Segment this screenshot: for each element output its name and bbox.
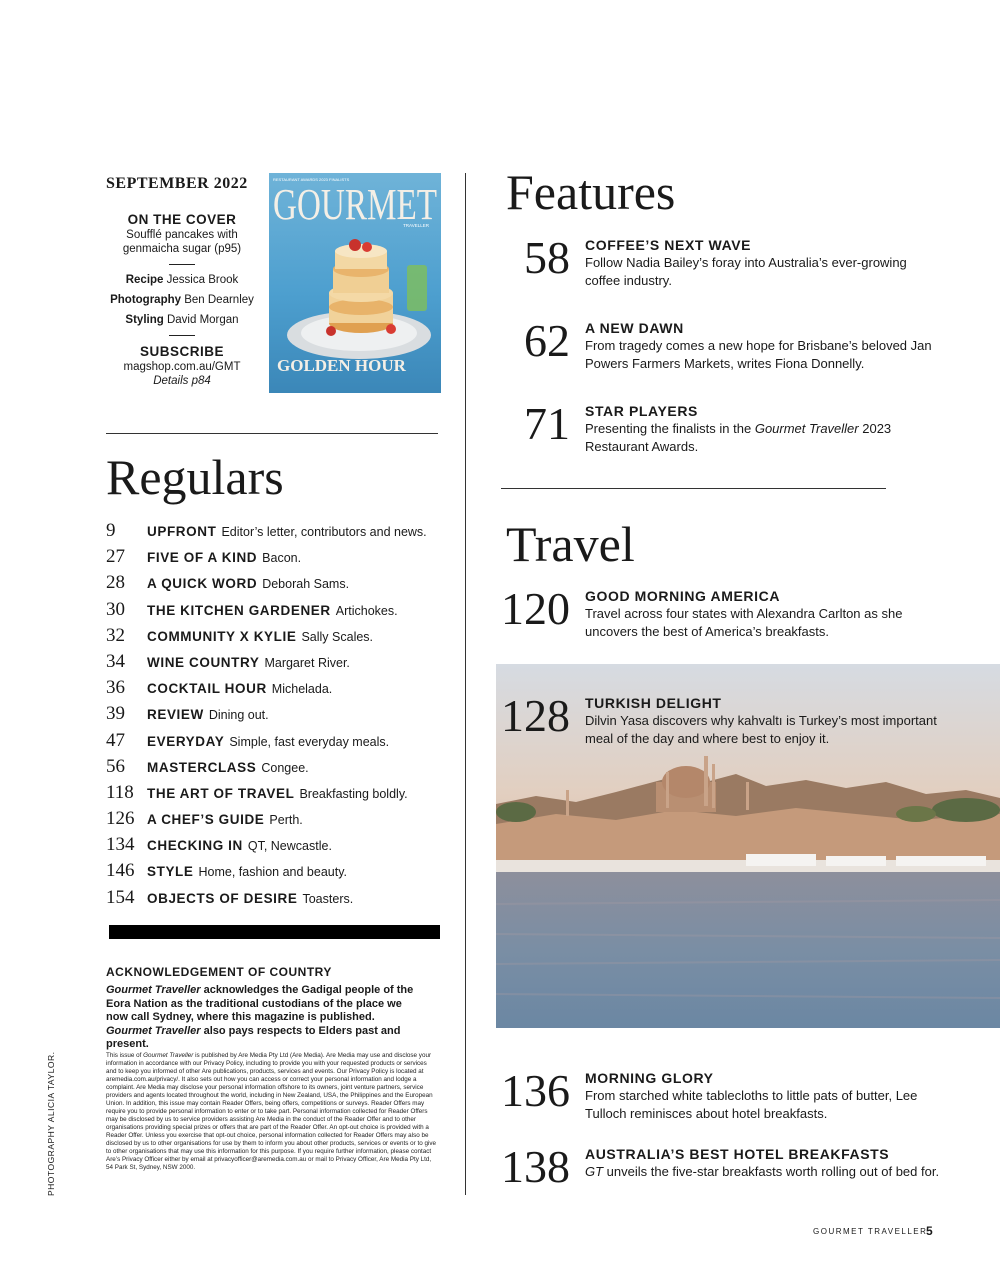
list-item[interactable] (106, 730, 446, 756)
page-number: 134 (106, 834, 135, 856)
page-number: 136 (501, 1065, 570, 1116)
travel-item[interactable] (501, 1141, 946, 1205)
section-rule (106, 433, 438, 434)
photo-credit: PHOTOGRAPHY ALICIA TAYLOR. (46, 1051, 56, 1196)
list-item[interactable] (106, 677, 446, 703)
travel-title: Travel (506, 516, 635, 572)
page-number: 27 (106, 546, 125, 568)
item-title: FIVE OF A KIND (147, 550, 258, 566)
feature-title: COFFEE’S NEXT WAVE (585, 237, 752, 253)
strawberry (386, 324, 396, 334)
page-number: 30 (106, 598, 125, 620)
item-title: OBJECTS OF DESIRE (147, 890, 298, 906)
item-desc: Congee. (261, 760, 309, 775)
page-number: 36 (106, 677, 125, 699)
acknowledgement-of-country (106, 966, 422, 1051)
ack-heading: ACKNOWLEDGEMENT OF COUNTRY (106, 965, 332, 979)
page-number: 118 (106, 781, 134, 803)
mosque-dome (662, 766, 710, 798)
travel-title-text: GOOD MORNING AMERICA (585, 588, 781, 604)
section-rule (501, 488, 886, 489)
travel-item[interactable] (501, 583, 946, 647)
page-number: 47 (106, 729, 125, 751)
trees (932, 798, 1000, 822)
feature-desc: From tragedy comes a new hope for Brisbane’s beloved Jan Powers Farmers Markets, writes Fiona Donnelly. (585, 338, 932, 371)
footer-magazine-name: GOURMET TRAVELLER (813, 1227, 928, 1236)
travel-title-text: AUSTRALIA’S BEST HOTEL BREAKFASTS (585, 1146, 890, 1162)
travel-title-text: MORNING GLORY (585, 1070, 714, 1086)
credit-recipe: Recipe Jessica Brook (125, 274, 239, 286)
item-desc: Margaret River. (264, 655, 350, 670)
item-title: COMMUNITY X KYLIE (147, 628, 297, 644)
item-desc: Artichokes. (335, 603, 398, 618)
list-item[interactable] (106, 651, 446, 677)
cover-info (106, 212, 258, 388)
item-desc: Toasters. (302, 891, 354, 906)
list-item[interactable] (106, 572, 446, 598)
page-number: 120 (501, 583, 570, 634)
item-title: CHECKING IN (147, 838, 243, 854)
item-title: COCKTAIL HOUR (147, 681, 267, 697)
item-title: REVIEW (147, 707, 204, 723)
divider-rule (169, 335, 195, 336)
item-title: UPFRONT (147, 524, 217, 539)
feature-item[interactable] (506, 398, 946, 462)
regulars-title: Regulars (106, 449, 284, 505)
page-number: 128 (501, 690, 570, 741)
page-number: 62 (524, 315, 570, 366)
minaret (666, 772, 669, 808)
item-title: EVERYDAY (147, 733, 225, 749)
minaret (704, 756, 708, 806)
feature-title: A NEW DAWN (585, 320, 684, 336)
credit-photography: Photography Ben Dearnley (110, 294, 254, 306)
item-desc: Bacon. (262, 551, 302, 566)
subscribe-heading: SUBSCRIBE (139, 344, 224, 359)
item-title: A CHEF’S GUIDE (147, 812, 265, 828)
list-item[interactable] (106, 834, 446, 860)
item-desc: Editor’s letter, contributors and news. (221, 525, 427, 539)
list-item[interactable] (106, 625, 446, 651)
minaret (712, 764, 715, 808)
list-item[interactable] (106, 782, 446, 808)
item-desc: QT, Newcastle. (247, 839, 332, 854)
feature-desc: Presenting the finalists in the Gourmet Traveller 2023 Restaurant Awards. (585, 421, 892, 454)
travel-item[interactable] (501, 1065, 946, 1129)
item-desc: Simple, fast everyday meals. (229, 734, 390, 749)
travel-desc: Dilvin Yasa discovers why kahvaltı is Turkey’s most important meal of the day and where best to enjoy it. (585, 713, 937, 746)
feature-item[interactable] (506, 232, 946, 296)
black-rule-bar (109, 925, 440, 939)
item-title: THE ART OF TRAVEL (147, 785, 295, 801)
travel-desc: GT unveils the five-star breakfasts worth rolling out of bed for. (585, 1164, 940, 1179)
feature-item[interactable] (506, 315, 946, 379)
item-title: A QUICK WORD (147, 576, 258, 592)
page-number: 28 (106, 572, 125, 594)
cover-kicker: RESTAURANT AWARDS 2023 FINALISTS (273, 177, 350, 182)
list-item[interactable] (106, 703, 446, 729)
page-number: 146 (106, 860, 135, 882)
list-item[interactable] (106, 887, 446, 913)
page-number: 58 (524, 232, 570, 283)
ferry (826, 856, 886, 866)
cover-illustration (269, 173, 441, 393)
page-number: 32 (106, 624, 125, 646)
page-number: 56 (106, 755, 125, 777)
subscribe-link[interactable]: magshop.com.au/GMT (123, 361, 241, 373)
travel-item[interactable] (501, 690, 946, 754)
minaret (566, 790, 569, 816)
page-number: 126 (106, 808, 135, 830)
item-title: MASTERCLASS (147, 759, 257, 775)
item-desc: Dining out. (208, 708, 269, 723)
cover-heading: ON THE COVER (127, 212, 237, 227)
page-number: 71 (524, 398, 570, 449)
list-item[interactable] (106, 546, 446, 572)
list-item[interactable] (106, 756, 446, 782)
item-desc: Breakfasting boldly. (299, 786, 408, 801)
privacy-notice: This issue of Gourmet Traveller is published by Are Media Pty Ltd (Are Media). Are Media may use and disclose your information in accordance with our Privacy Policy, including to provide you with your requested products or services and to keep you informed of other Are publications, products, services and events. Our Privacy Policy is located at aremedia.com.au/privacy/. It also sets out how you can access or correct your personal information and lodge a complaint. Are Media may disclose your personal information offshore to its owners, joint venture partners, service providers and agents located throughout the world, including in New Zealand, USA, the Philippines and the European Union. In addition, this issue may contain Reader Offers, being offers, competitions or surveys. Reader Offers may require you to provide personal information to enter or to take part. Personal information collected for Reader Offers may be disclosed by us to service providers assisting Are Media in the conduct of the Reader Offer and to other organisations providing special prizes or offers that are part of the Reader Offer. An opt-out choice is provided with a Reader Offer. Unless you exercise that opt-out choice, personal information collected for Reader Offers may also be disclosed by us to other organisations for use by them to inform you about other products, services or events or to give to other organisations that may use this information for this purpose. If you require further information, please contact Are’s Privacy Officer either by email at privacyofficer@aremedia.com.au or mail to Privacy Officer, Are Media Pty Ltd, 54 Park St, Sydney, NSW 2000. (106, 1052, 437, 1171)
subscribe-details: Details p84 (153, 375, 211, 387)
strawberry (349, 239, 361, 251)
travel-desc: Travel across four states with Alexandra Carlton as she uncovers the best of America’s breakfasts. (585, 606, 903, 639)
pancake (335, 244, 387, 258)
cover-masthead: GOURMET (273, 180, 438, 229)
cover-coverline: GOLDEN HOUR (277, 356, 406, 375)
ack-text: Gourmet Traveller acknowledges the Gadigal people of the Eora Nation as the traditional custodians of the place we now call Sydney, where this magazine is published. Gourmet Traveller also pays respects to Elders past and present. (106, 984, 414, 1051)
item-desc: Deborah Sams. (262, 577, 350, 592)
page-number: 39 (106, 703, 125, 725)
cover-caption: Soufflé pancakes with genmaicha sugar (p95) (122, 229, 242, 255)
ferry (896, 856, 986, 866)
regulars-list (106, 520, 446, 913)
item-title: WINE COUNTRY (147, 654, 260, 670)
item-desc: Home, fashion and beauty. (198, 865, 347, 880)
water (496, 872, 1000, 1028)
item-desc: Perth. (269, 813, 303, 828)
minaret (746, 782, 749, 810)
strawberry (326, 326, 336, 336)
travel-desc: From starched white tablecloths to little pats of butter, Lee Tulloch reminisces about hotel breakfasts. (585, 1088, 918, 1121)
list-item[interactable] (106, 520, 446, 546)
syrup-jar (407, 265, 427, 311)
magazine-cover-image (269, 173, 441, 393)
page-number: 154 (106, 886, 135, 908)
list-item[interactable] (106, 599, 446, 625)
item-desc: Michelada. (271, 682, 333, 697)
divider-rule (169, 264, 195, 265)
trees (496, 802, 536, 822)
item-title: STYLE (147, 864, 194, 880)
item-title: THE KITCHEN GARDENER (147, 602, 331, 618)
features-title: Features (506, 164, 676, 220)
item-desc: Sally Scales. (301, 629, 374, 644)
cover-sub-masthead: TRAVELLER (403, 223, 429, 228)
credit-styling: Styling David Morgan (125, 314, 239, 326)
page-number: 138 (501, 1141, 570, 1192)
ferry (746, 854, 816, 866)
feature-desc: Follow Nadia Bailey’s foray into Australia’s ever-growing coffee industry. (585, 255, 907, 288)
list-item[interactable] (106, 860, 446, 886)
strawberry (362, 242, 372, 252)
page-number: 9 (106, 520, 116, 541)
page-number-folio: 5 (926, 1224, 933, 1238)
trees (896, 806, 936, 822)
issue-date: SEPTEMBER 2022 (106, 175, 248, 192)
travel-title-text: TURKISH DELIGHT (585, 695, 722, 711)
column-divider (465, 173, 466, 1195)
feature-title: STAR PLAYERS (585, 403, 698, 419)
page-number: 34 (106, 650, 125, 672)
list-item[interactable] (106, 808, 446, 834)
